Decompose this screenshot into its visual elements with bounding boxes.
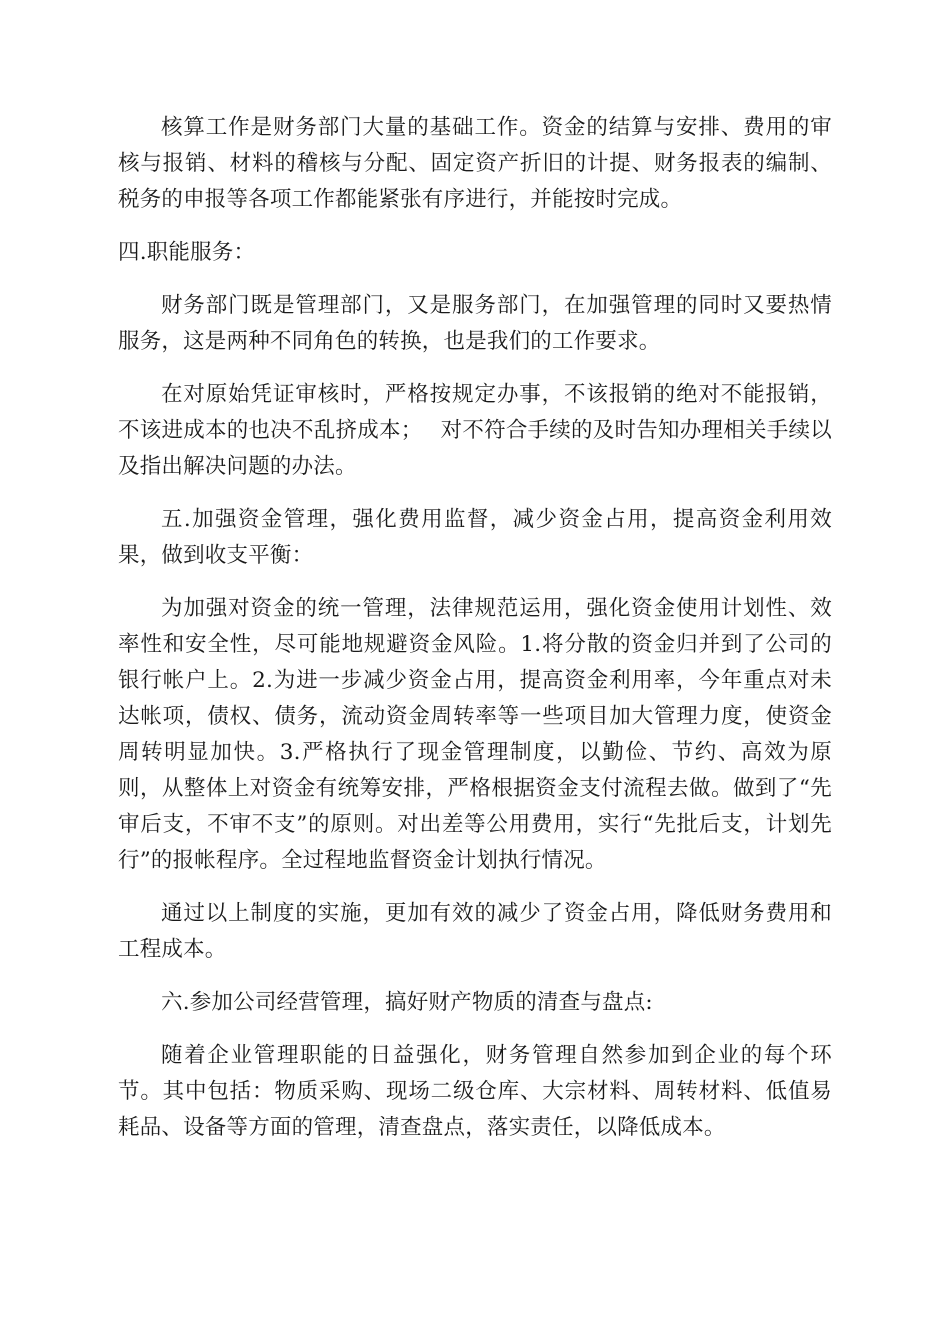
- section-heading-6: 六.参加公司经营管理，搞好财产物质的清查与盘点:: [161, 990, 653, 1015]
- paragraph-fund-management: 为加强对资金的统一管理，法律规范运用，强化资金使用计划性、效率性和安全性，尽可能地规避资金风险。1.将分散的资金归并到了公司的银行帐户上。2.为进一步减少资金占用，提高资金利用率，今年重点对未达帐项，债权、债务，流动资金周转率等一些项目加大管理力度，使资金周转明显加快。3.严格执行了现金管理制度，以勤俭、节约、高效为原则，从整体上对资金有统筹安排，严格根据资金支付流程去做。做到了“先审后支，不审不支”的原则。对出差等公用费用，实行“先批后支，计划先行”的报帐程序。全过程地监督资金计划执行情况。: [118, 596, 832, 873]
- paragraph-accounting-work: 核算工作是财务部门大量的基础工作。资金的结算与安排、费用的审核与报销、材料的稽核与分配、固定资产折旧的计提、财务报表的编制、税务的申报等各项工作都能紧张有序进行，并能按时完成。: [118, 115, 832, 212]
- paragraph-results: 通过以上制度的实施，更加有效的减少了资金占用，降低财务费用和工程成本。: [118, 901, 832, 962]
- section-heading-4: 四.职能服务：: [118, 240, 256, 265]
- paragraph-service-role: 财务部门既是管理部门，又是服务部门，在加强管理的同时又要热情服务，这是两种不同角色的转换，也是我们的工作要求。: [118, 293, 832, 354]
- paragraph-asset-inventory: 随着企业管理职能的日益强化，财务管理自然参加到企业的每个环节。其中包括：物质采购、现场二级仓库、大宗材料、周转材料、低值易耗品、设备等方面的管理，清查盘点，落实责任，以降低成本。: [118, 1043, 832, 1140]
- section-heading-5: 五.加强资金管理，强化费用监督，减少资金占用，提高资金利用效果，做到收支平衡：: [118, 507, 832, 568]
- paragraph-voucher-review: 在对原始凭证审核时，严格按规定办事，不该报销的绝对不能报销，不该进成本的也决不乱挤成本； 对不符合手续的及时告知办理相关手续以及指出解决问题的办法。: [118, 382, 832, 479]
